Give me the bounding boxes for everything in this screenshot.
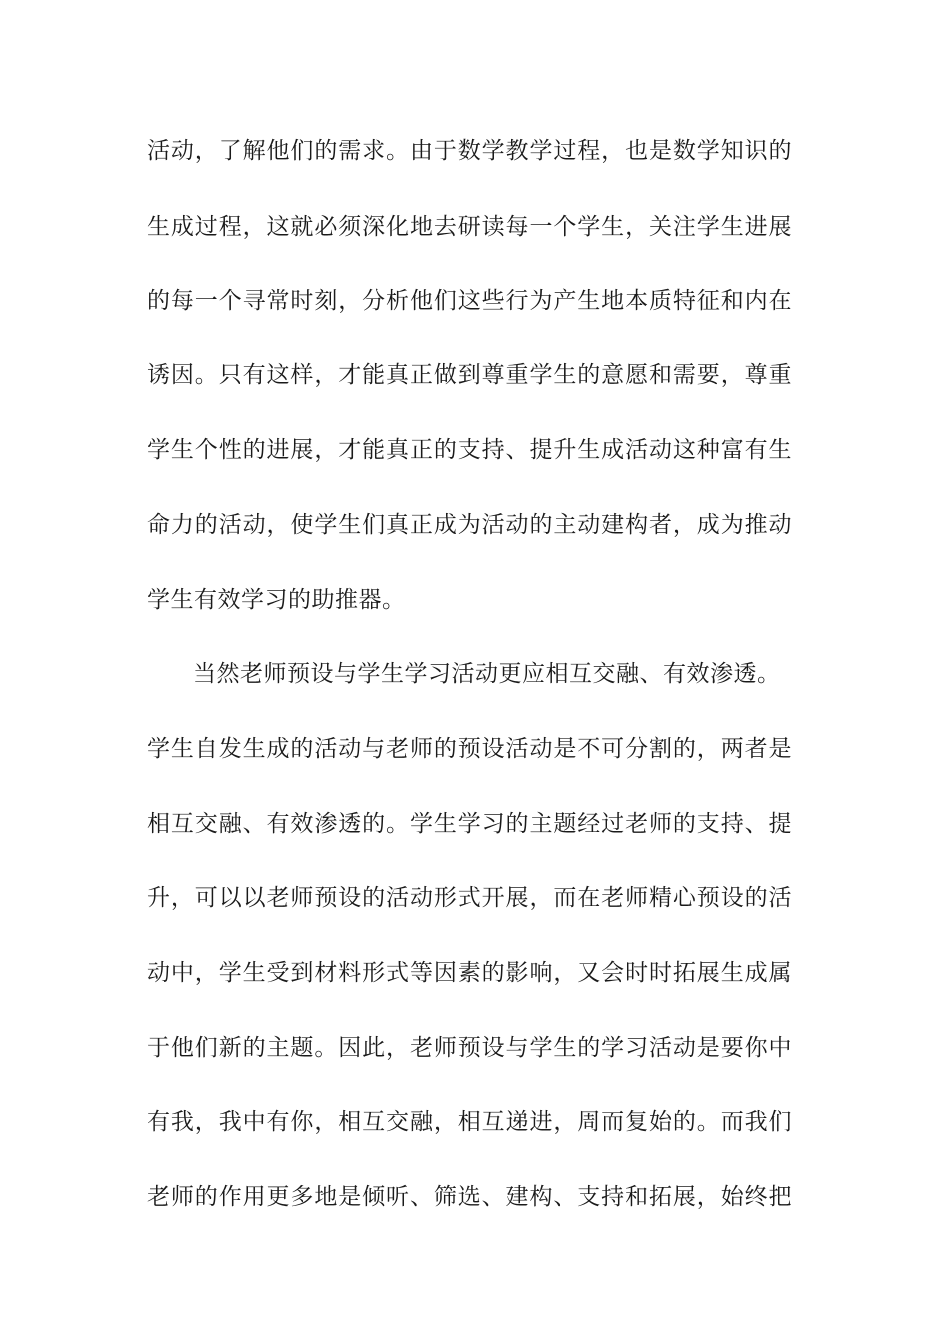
text-line: 诱因。只有这样，才能真正做到尊重学生的意愿和需要，尊重 — [147, 362, 792, 388]
text-line: 于他们新的主题。因此，老师预设与学生的学习活动是要你中 — [147, 1035, 792, 1061]
paragraph-first-line: 当然老师预设与学生学习活动更应相互交融、有效渗透。 — [193, 661, 781, 687]
text-line: 生成过程，这就必须深化地去研读每一个学生，关注学生进展 — [147, 214, 792, 240]
text-line: 有我，我中有你，相互交融，相互递进，周而复始的。而我们 — [147, 1109, 792, 1135]
text-line: 相互交融、有效渗透的。学生学习的主题经过老师的支持、提 — [147, 811, 792, 837]
text-line: 活动，了解他们的需求。由于数学教学过程，也是数学知识的 — [147, 138, 792, 164]
text-line: 升，可以以老师预设的活动形式开展，而在老师精心预设的活 — [147, 885, 792, 911]
text-line: 学生自发生成的活动与老师的预设活动是不可分割的，两者是 — [147, 736, 792, 762]
text-line: 命力的活动，使学生们真正成为活动的主动建构者，成为推动 — [147, 512, 792, 538]
text-line: 动中，学生受到材料形式等因素的影响，又会时时拓展生成属 — [147, 960, 792, 986]
text-line: 老师的作用更多地是倾听、筛选、建构、支持和拓展，始终把 — [147, 1184, 792, 1210]
text-line: 学生有效学习的助推器。 — [147, 587, 406, 613]
text-line: 学生个性的进展，才能真正的支持、提升生成活动这种富有生 — [147, 437, 792, 463]
text-line: 的每一个寻常时刻，分析他们这些行为产生地本质特征和内在 — [147, 288, 792, 314]
